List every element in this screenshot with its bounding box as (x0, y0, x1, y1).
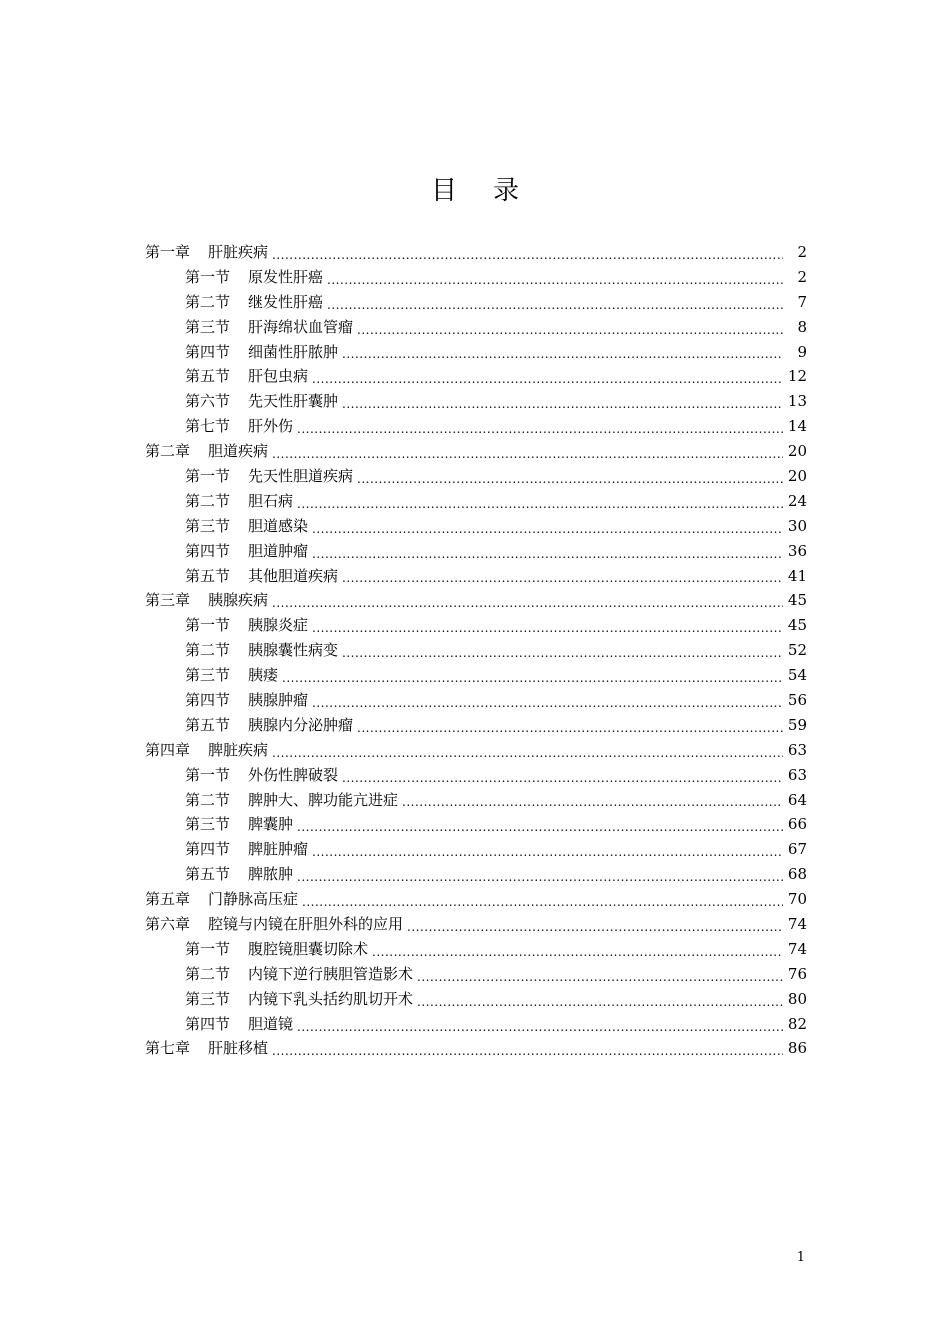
toc-entry-page: 45 (787, 591, 807, 610)
toc-entry-title: 胆道疾病 (208, 442, 269, 461)
toc-entry-page: 64 (787, 790, 807, 809)
toc-dot-leader (297, 1021, 783, 1033)
toc-dot-leader (342, 772, 783, 784)
title-char-2: 录 (493, 176, 520, 206)
table-of-contents (145, 240, 807, 1061)
title-char-1: 目 (430, 176, 457, 206)
toc-entry-number: 第六章 (145, 915, 191, 934)
toc-dot-leader (297, 821, 783, 833)
footer-page-number: 1 (796, 1250, 805, 1265)
page-title (0, 170, 950, 207)
toc-entry-title: 外伤性脾破裂 (248, 765, 339, 784)
toc-dot-leader (372, 946, 783, 958)
toc-section-entry[interactable] (145, 937, 807, 962)
toc-dot-leader (417, 996, 783, 1008)
toc-entry-number: 第四章 (145, 740, 191, 759)
toc-dot-leader (282, 672, 783, 684)
toc-section-entry[interactable] (145, 514, 807, 539)
toc-entry-number: 第三节 (185, 317, 231, 336)
toc-entry-number: 第七章 (145, 1039, 191, 1058)
toc-entry-page: 7 (797, 292, 807, 311)
toc-dot-leader (327, 299, 783, 311)
toc-entry-title: 肝脏疾病 (208, 242, 269, 261)
toc-section-entry[interactable] (145, 265, 807, 290)
toc-section-entry[interactable] (145, 638, 807, 663)
toc-entry-page: 63 (787, 765, 807, 784)
toc-section-entry[interactable] (145, 340, 807, 365)
toc-section-entry[interactable] (145, 464, 807, 489)
toc-entry-number: 第二节 (185, 292, 231, 311)
toc-entry-page: 59 (787, 715, 807, 734)
toc-entry-page: 41 (787, 566, 807, 585)
toc-dot-leader (312, 548, 783, 560)
toc-chapter-entry[interactable] (145, 588, 807, 613)
toc-entry-title: 肝包虫病 (248, 367, 309, 386)
toc-entry-page: 54 (787, 666, 807, 685)
toc-dot-leader (312, 846, 783, 858)
toc-entry-title: 内镜下逆行胰胆管造影术 (248, 964, 414, 983)
toc-dot-leader (302, 896, 783, 908)
toc-entry-title: 肝脏移植 (208, 1039, 269, 1058)
toc-entry-page: 36 (787, 541, 807, 560)
toc-entry-page: 70 (787, 890, 807, 909)
toc-entry-title: 脾脏疾病 (208, 740, 269, 759)
toc-entry-number: 第二章 (145, 442, 191, 461)
toc-chapter-entry[interactable] (145, 439, 807, 464)
toc-entry-number: 第四节 (185, 840, 231, 859)
toc-entry-number: 第四节 (185, 1014, 231, 1033)
toc-section-entry[interactable] (145, 837, 807, 862)
toc-dot-leader (342, 348, 783, 360)
toc-entry-title: 胆道镜 (248, 1014, 294, 1033)
toc-entry-title: 肝海绵状血管瘤 (248, 317, 354, 336)
toc-dot-leader (272, 747, 783, 759)
toc-entry-number: 第四节 (185, 342, 231, 361)
toc-dot-leader (312, 697, 783, 709)
toc-entry-title: 胰瘘 (248, 666, 279, 685)
toc-section-entry[interactable] (145, 663, 807, 688)
toc-entry-title: 脾肿大、脾功能亢进症 (248, 790, 399, 809)
toc-entry-number: 第三节 (185, 989, 231, 1008)
toc-dot-leader (272, 1045, 783, 1057)
toc-dot-leader (357, 473, 783, 485)
toc-entry-page: 24 (787, 491, 807, 510)
toc-section-entry[interactable] (145, 862, 807, 887)
toc-entry-number: 第一节 (185, 765, 231, 784)
toc-dot-leader (342, 398, 783, 410)
toc-dot-leader (312, 523, 783, 535)
toc-section-entry[interactable] (145, 1012, 807, 1037)
toc-entry-title: 原发性肝癌 (248, 267, 324, 286)
toc-section-entry[interactable] (145, 290, 807, 315)
toc-entry-page: 13 (787, 392, 807, 411)
toc-entry-number: 第四节 (185, 541, 231, 560)
toc-entry-page: 12 (787, 367, 807, 386)
toc-dot-leader (342, 647, 783, 659)
toc-entry-title: 先天性胆道疾病 (248, 467, 354, 485)
toc-entry-number: 第六节 (185, 392, 231, 411)
toc-dot-leader (357, 722, 783, 734)
toc-entry-page: 68 (787, 865, 807, 884)
toc-section-entry[interactable] (145, 389, 807, 414)
toc-section-entry[interactable] (145, 763, 807, 788)
toc-chapter-entry[interactable] (145, 912, 807, 937)
toc-dot-leader (312, 373, 783, 385)
toc-entry-number: 第五节 (185, 566, 231, 585)
toc-entry-number: 第一节 (185, 267, 231, 286)
toc-chapter-entry[interactable] (145, 240, 807, 265)
toc-section-entry[interactable] (145, 688, 807, 713)
toc-entry-page: 2 (797, 242, 807, 261)
toc-entry-page: 80 (787, 989, 807, 1008)
toc-entry-number: 第一章 (145, 242, 191, 261)
toc-dot-leader (272, 597, 783, 609)
toc-entry-title: 其他胆道疾病 (248, 566, 339, 585)
toc-section-entry[interactable] (145, 613, 807, 638)
toc-entry-number: 第二节 (185, 491, 231, 510)
toc-entry-page: 30 (787, 516, 807, 535)
toc-section-entry[interactable] (145, 315, 807, 340)
toc-chapter-entry[interactable] (145, 738, 807, 763)
toc-entry-number: 第二节 (185, 790, 231, 809)
toc-entry-title: 脾囊肿 (248, 815, 294, 834)
toc-chapter-entry[interactable] (145, 1037, 807, 1062)
toc-entry-number: 第一节 (185, 467, 231, 485)
toc-entry-number: 第一节 (185, 939, 231, 958)
toc-entry-title: 先天性肝囊肿 (248, 392, 339, 411)
toc-entry-number: 第五章 (145, 890, 191, 909)
toc-entry-number: 第四节 (185, 691, 231, 710)
toc-entry-number: 第三节 (185, 666, 231, 685)
toc-entry-title: 继发性肝癌 (248, 292, 324, 311)
toc-entry-title: 胆道肿瘤 (248, 541, 309, 560)
toc-dot-leader (297, 871, 783, 883)
toc-entry-number: 第七节 (185, 417, 231, 436)
toc-dot-leader (327, 274, 783, 286)
toc-dot-leader (297, 498, 783, 510)
toc-entry-page: 14 (787, 417, 807, 436)
toc-dot-leader (312, 622, 783, 634)
toc-entry-number: 第三章 (145, 591, 191, 610)
toc-entry-page: 56 (787, 691, 807, 710)
toc-entry-number: 第五节 (185, 367, 231, 386)
toc-entry-page: 86 (787, 1039, 807, 1058)
toc-section-entry[interactable] (145, 788, 807, 813)
toc-dot-leader (342, 572, 783, 584)
toc-entry-page: 82 (787, 1014, 807, 1033)
toc-entry-page: 45 (787, 616, 807, 635)
toc-entry-title: 胰腺内分泌肿瘤 (248, 715, 354, 734)
toc-entry-title: 细菌性肝脓肿 (248, 342, 339, 361)
toc-entry-page: 74 (787, 939, 807, 958)
toc-entry-title: 门静脉高压症 (208, 890, 299, 909)
toc-entry-page: 74 (787, 915, 807, 934)
toc-entry-page: 63 (787, 740, 807, 759)
toc-section-entry[interactable] (145, 489, 807, 514)
toc-entry-number: 第五节 (185, 865, 231, 884)
toc-entry-number: 第三节 (185, 516, 231, 535)
toc-entry-page: 66 (787, 815, 807, 834)
toc-entry-page: 20 (787, 442, 807, 461)
toc-dot-leader (402, 796, 783, 808)
toc-entry-number: 第二节 (185, 964, 231, 983)
toc-entry-page: 52 (787, 641, 807, 660)
toc-dot-leader (272, 448, 783, 460)
toc-entry-number: 第二节 (185, 641, 231, 660)
toc-entry-title: 腔镜与内镜在肝胆外科的应用 (208, 915, 404, 934)
toc-dot-leader (272, 249, 783, 261)
toc-entry-title: 腹腔镜胆囊切除术 (248, 939, 369, 958)
toc-section-entry[interactable] (145, 539, 807, 564)
toc-entry-page: 9 (797, 342, 807, 361)
toc-entry-page: 20 (787, 467, 807, 485)
toc-section-entry[interactable] (145, 564, 807, 589)
toc-entry-title: 脾脓肿 (248, 865, 294, 884)
toc-entry-title: 胰腺疾病 (208, 591, 269, 610)
toc-entry-title: 胰腺肿瘤 (248, 691, 309, 710)
toc-entry-title: 脾脏肿瘤 (248, 840, 309, 859)
toc-dot-leader (417, 971, 783, 983)
toc-dot-leader (297, 423, 783, 435)
toc-entry-title: 胰腺囊性病变 (248, 641, 339, 660)
toc-section-entry[interactable] (145, 414, 807, 439)
toc-entry-page: 8 (797, 317, 807, 336)
toc-section-entry[interactable] (145, 713, 807, 738)
toc-entry-number: 第一节 (185, 616, 231, 635)
toc-chapter-entry[interactable] (145, 887, 807, 912)
toc-dot-leader (407, 921, 783, 933)
toc-entry-title: 胆道感染 (248, 516, 309, 535)
toc-entry-page: 76 (787, 964, 807, 983)
toc-section-entry[interactable] (145, 962, 807, 987)
toc-section-entry[interactable] (145, 812, 807, 837)
toc-entry-title: 胰腺炎症 (248, 616, 309, 635)
toc-section-entry[interactable] (145, 987, 807, 1012)
toc-entry-page: 2 (797, 267, 807, 286)
toc-entry-title: 内镜下乳头括约肌切开术 (248, 989, 414, 1008)
toc-dot-leader (357, 324, 783, 336)
toc-entry-title: 肝外伤 (248, 417, 294, 436)
toc-section-entry[interactable] (145, 364, 807, 389)
toc-entry-title: 胆石病 (248, 491, 294, 510)
toc-entry-number: 第五节 (185, 715, 231, 734)
toc-entry-page: 67 (787, 840, 807, 859)
toc-entry-number: 第三节 (185, 815, 231, 834)
